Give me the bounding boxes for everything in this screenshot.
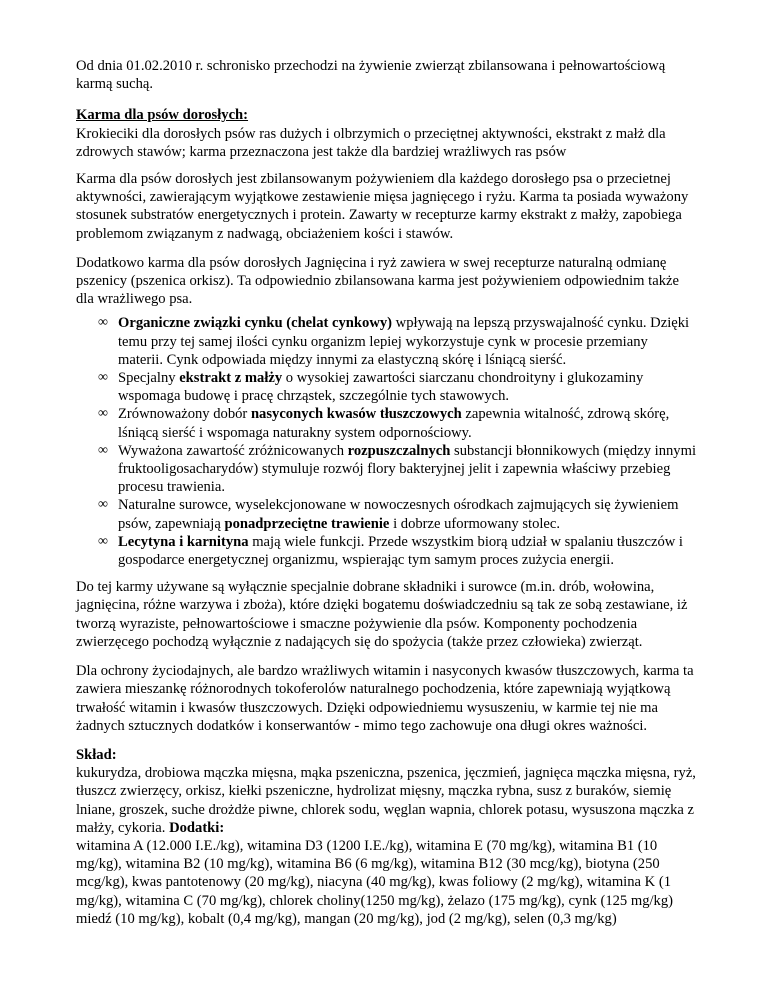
infinity-bullet-icon: ∞ <box>98 406 108 422</box>
feature-text-pre: Naturalne surowce, wyselekcjonowane w nowoczesnych ośrodkach zajmujących się żywieniem psów, zapewniają <box>118 497 679 532</box>
feature-text-post: zapewnia witalność, zdrową skórę, lśniącą sierść i wspomaga naturakny system odpornościowy. <box>118 406 670 441</box>
feature-item <box>98 442 697 497</box>
feature-text-bold: ekstrakt z małży <box>179 370 283 387</box>
composition-heading: Skład: <box>76 746 117 763</box>
section-heading: Karma dla psów dorosłych: <box>76 107 249 124</box>
paragraph-ingredients-quality: Do tej karmy używane są wyłącznie specjalnie dobrane składniki i surowce (m.in. drób, wołowina, jagnięcina, różne warzywa i zboża), które dzięki bogatemu doświadczedniu są tak ze sobą zestawiane, iż tworzą wyraziste, pełnowartościowe i smaczne pożywienie dla psów. Komponenty pochodzenia zwierzęcego pochodzą wyłącznie z nadających się do spożycia (także przez człowieka) zwierząt. <box>76 579 688 650</box>
feature-text-bold: ponadprzeciętne trawienie <box>224 515 390 532</box>
feature-text-pre: Specjalny <box>118 370 180 387</box>
paragraph-additional: Dodatkowo karma dla psów dorosłych Jagnięcina i ryż zawiera w swej recepturze naturalną odmianę pszenicy (pszenica orkisz). Ta odpowiednio zbilansowana karma jest pożywieniem odpowiednim także dla wrażliwego psa. <box>76 254 679 308</box>
infinity-bullet-icon: ∞ <box>98 370 108 386</box>
section-subtitle: Krokieciki dla dorosłych psów ras dużych i olbrzymich o przeciętnej aktywności, ekstrakt z małż dla zdrowych stawów; karma przeznaczona jest także dla bardziej wrażliwych ras psów <box>76 125 666 160</box>
section-dogs-adult <box>76 106 696 161</box>
infinity-bullet-icon: ∞ <box>98 533 108 549</box>
infinity-bullet-icon: ∞ <box>98 315 108 331</box>
feature-text-bold: rozpuszczalnych <box>347 442 451 459</box>
feature-item <box>98 533 696 569</box>
feature-text-bold: nasyconych kwasów tłuszczowych <box>250 406 462 423</box>
feature-text-pre: Zrównoważony dobór <box>118 406 251 423</box>
infinity-bullet-icon: ∞ <box>98 442 108 458</box>
feature-text-post: substancji błonnikowych (między innymi fruktooligosacharydów) stymuluje rozwój flory bakteryjnej jelit i zapewnia właściwy przebieg procesu trawienia. <box>118 442 697 496</box>
paragraph-vitamin-protection: Dla ochrony życiodajnych, ale bardzo wrażliwych witamin i nasyconych kwasów tłuszczowych, karma ta zawiera mieszankę różnorodnych tokoferolów naturalnego pochodzenia, które zapewniają wyjątkową trwałość witamin i kwasów tłuszczowych. Dzięki odpowiedniemu wysuszeniu, w karmie tej nie ma żadnych sztucznych dodatków i konserwantów - mimo tego zachowuje ona długi okres ważności. <box>76 663 694 734</box>
feature-text-pre: Wyważona zawartość zróżnicowanych <box>118 442 348 459</box>
feature-text-post: o wysokiej zawartości siarczanu chondroityny i glukozaminy wspomaga budowę i pracę chrząstek, szczególnie tych stawowych. <box>118 370 644 405</box>
feature-text-post: mają wiele funkcji. Przede wszystkim biorą udział w spalaniu tłuszczów i gospodarce energetycznej organizmu, wspierając tym samym proces zużycia energii. <box>118 533 683 569</box>
composition-ingredients: kukurydza, drobiowa mączka mięsna, mąka pszeniczna, pszenica, jęczmień, jagnięca mączka mięsna, ryż, tłuszcz zwierzęcy, orkisz, kiełki pszeniczne, hydrolizat mięsny, mączka rybna, susz z buraków, siemię lniane, groszek, suche drożdże piwne, chlorek sodu, węglan wapnia, chlorek potasu, wysuszona mączka z małży, cykoria. <box>76 765 696 836</box>
paragraph-description: Karma dla psów dorosłych jest zbilansowanym pożywieniem dla każdego dorosłego psa o przecietnej aktywności, zawierającym wyjątkowe zestawienie mięsa jagnięcego i ryżu. Karma ta posiada wyważony stosunek substratów energetycznych i protein. Zawarty w recepturze karmy ekstrakt z małży, zapobiega problemom związanym z nadwagą, obciażeniem kości i stawów. <box>76 171 689 242</box>
intro-paragraph: Od dnia 01.02.2010 r. schronisko przechodzi na żywienie zwierząt zbilansowana i pełnowartościową karmą suchą. <box>76 58 666 93</box>
composition-text <box>76 764 696 928</box>
additives-heading: Dodatki: <box>169 819 225 836</box>
document-page <box>76 57 696 928</box>
feature-list <box>76 314 696 569</box>
feature-item <box>98 405 696 441</box>
composition-section <box>76 746 696 928</box>
feature-text-post: wpływają na lepszą przyswajalność cynku. Dzięki temu przy tej samej ilości cynku organizm lepiej wykorzystuje cynk w procesie przemiany materii. Cynk odpowiada między innymi za elastyczną skórę i lśniącą sierść. <box>118 315 690 368</box>
additives-list: witamina A (12.000 I.E./kg), witamina D3 (1200 I.E./kg), witamina E (70 mg/kg), witamina B1 (10 mg/kg), witamina B2 (10 mg/kg), witamina B6 (6 mg/kg), witamina B12 (30 mcg/kg), biotyna (250 mcg/kg), kwas pantotenowy (20 mg/kg), niacyna (40 mg/kg), kwas foliowy (2 mg/kg), witamina K (1 mg/kg), witamina C (70 mg/kg), chlorek choliny(1250 mg/kg), żelazo (175 mg/kg), cynk (125 mg/kg) miedź (10 mg/kg), kobalt (0,4 mg/kg), mangan (20 mg/kg), jod (2 mg/kg), selen (0,3 mg/kg) <box>76 837 674 927</box>
infinity-bullet-icon: ∞ <box>98 497 108 513</box>
feature-item <box>98 314 696 369</box>
feature-item <box>98 369 696 405</box>
feature-text-bold: Lecytyna i karnityna <box>118 533 249 550</box>
feature-text-bold: Organiczne związki cynku (chelat cynkowy) <box>118 315 393 332</box>
feature-item <box>98 496 696 532</box>
feature-text-post: i dobrze uformowany stolec. <box>389 515 561 532</box>
